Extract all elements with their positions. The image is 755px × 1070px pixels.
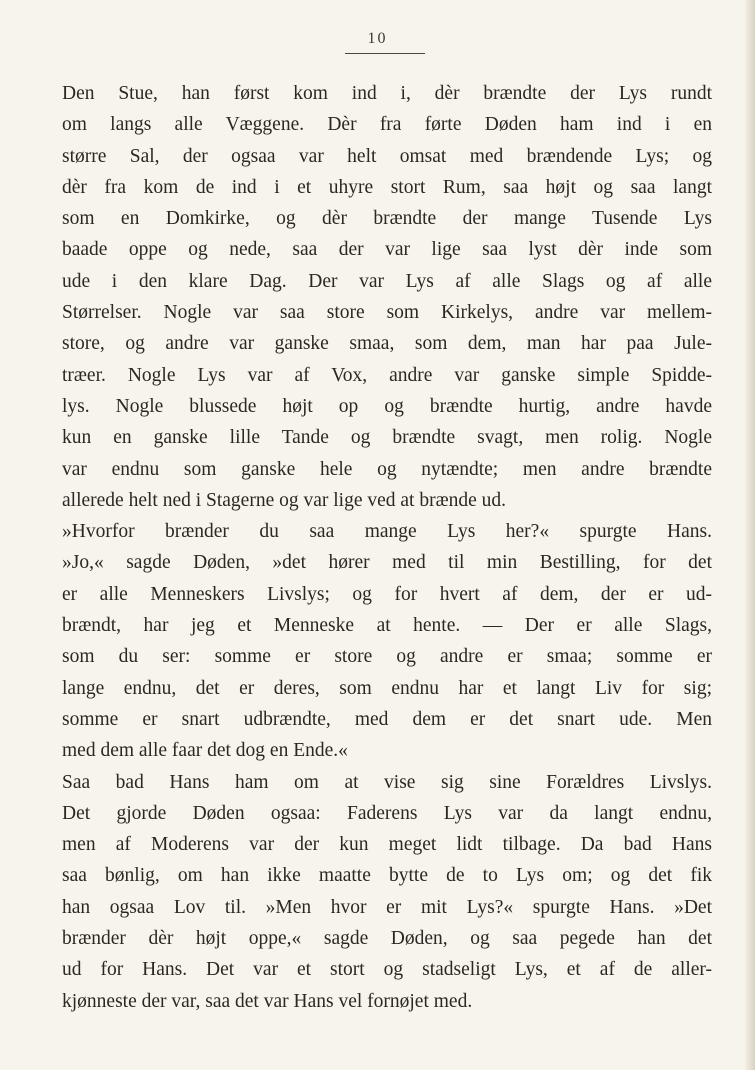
text-line: kjønneste der var, saa det var Hans vel fornøjet med. <box>62 990 473 1012</box>
text-line: med dem alle faar det dog en Ende.« <box>62 740 348 762</box>
text-line: store, og andre var ganske smaa, som dem, man har paa Jule- <box>62 333 712 355</box>
header-rule <box>345 53 425 54</box>
text-line: ude i den klare Dag. Der var Lys af alle Slags og af alle <box>62 270 712 292</box>
text-line: brænder dèr højt oppe,« sagde Døden, og saa pegede han det <box>62 928 712 950</box>
text-line: allerede helt ned i Stagerne og var lige ved at brænde ud. <box>62 489 507 511</box>
text-line: Saa bad Hans ham om at vise sig sine Forældres Livslys. <box>62 771 712 793</box>
text-line: men af Moderens var der kun meget lidt tilbage. Da bad Hans <box>62 834 712 856</box>
text-line: som du ser: somme er store og andre er smaa; somme er <box>62 646 712 668</box>
page-number: 10 <box>367 30 388 47</box>
page-edge <box>745 0 755 1070</box>
text-line: saa bønlig, om han ikke maatte bytte de to Lys om; og det fik <box>62 865 712 887</box>
text-line: baade oppe og nede, saa der var lige saa lyst dèr inde som <box>62 239 712 261</box>
text-line: som en Domkirke, og dèr brændte der mange Tusende Lys <box>62 208 712 230</box>
text-line: Størrelser. Nogle var saa store som Kirkelys, andre var mellem- <box>62 302 712 324</box>
text-line: om langs alle Væggene. Dèr fra førte Døden ham ind i en <box>62 114 712 136</box>
text-line: ud for Hans. Det var et stort og stadseligt Lys, et af de aller- <box>62 959 712 981</box>
text-line: Den Stue, han først kom ind i, dèr brændte der Lys rundt <box>62 83 712 104</box>
text-line: kun en ganske lille Tande og brændte svagt, men rolig. Nogle <box>62 427 712 449</box>
text-line: somme er snart udbrændte, med dem er det snart ude. Men <box>62 708 712 730</box>
text-line: »Hvorfor brænder du saa mange Lys her?« spurgte Hans. <box>62 521 712 543</box>
text-line: var endnu som ganske hele og nytændte; men andre brændte <box>62 458 712 480</box>
text-line: er alle Menneskers Livslys; og for hvert af dem, der er ud- <box>62 583 712 605</box>
text-line: Det gjorde Døden ogsaa: Faderens Lys var da langt endnu, <box>62 802 712 824</box>
text-line: lys. Nogle blussede højt op og brændte hurtig, andre havde <box>62 395 712 417</box>
text-line: træer. Nogle Lys var af Vox, andre var ganske simple Spidde- <box>62 364 712 386</box>
text-line: »Jo,« sagde Døden, »det hører med til min Bestilling, for det <box>62 552 712 574</box>
text-line: brændt, har jeg et Menneske at hente. — Der er alle Slags, <box>62 615 712 637</box>
body-text <box>62 78 712 1017</box>
text-line: lange endnu, det er deres, som endnu har et langt Liv for sig; <box>62 677 712 699</box>
text-line: dèr fra kom de ind i et uhyre stort Rum, saa højt og saa langt <box>62 176 712 198</box>
text-line: større Sal, der ogsaa var helt omsat med brændende Lys; og <box>62 145 712 167</box>
text-line: han ogsaa Lov til. »Men hvor er mit Lys?« spurgte Hans. »Det <box>62 896 712 918</box>
